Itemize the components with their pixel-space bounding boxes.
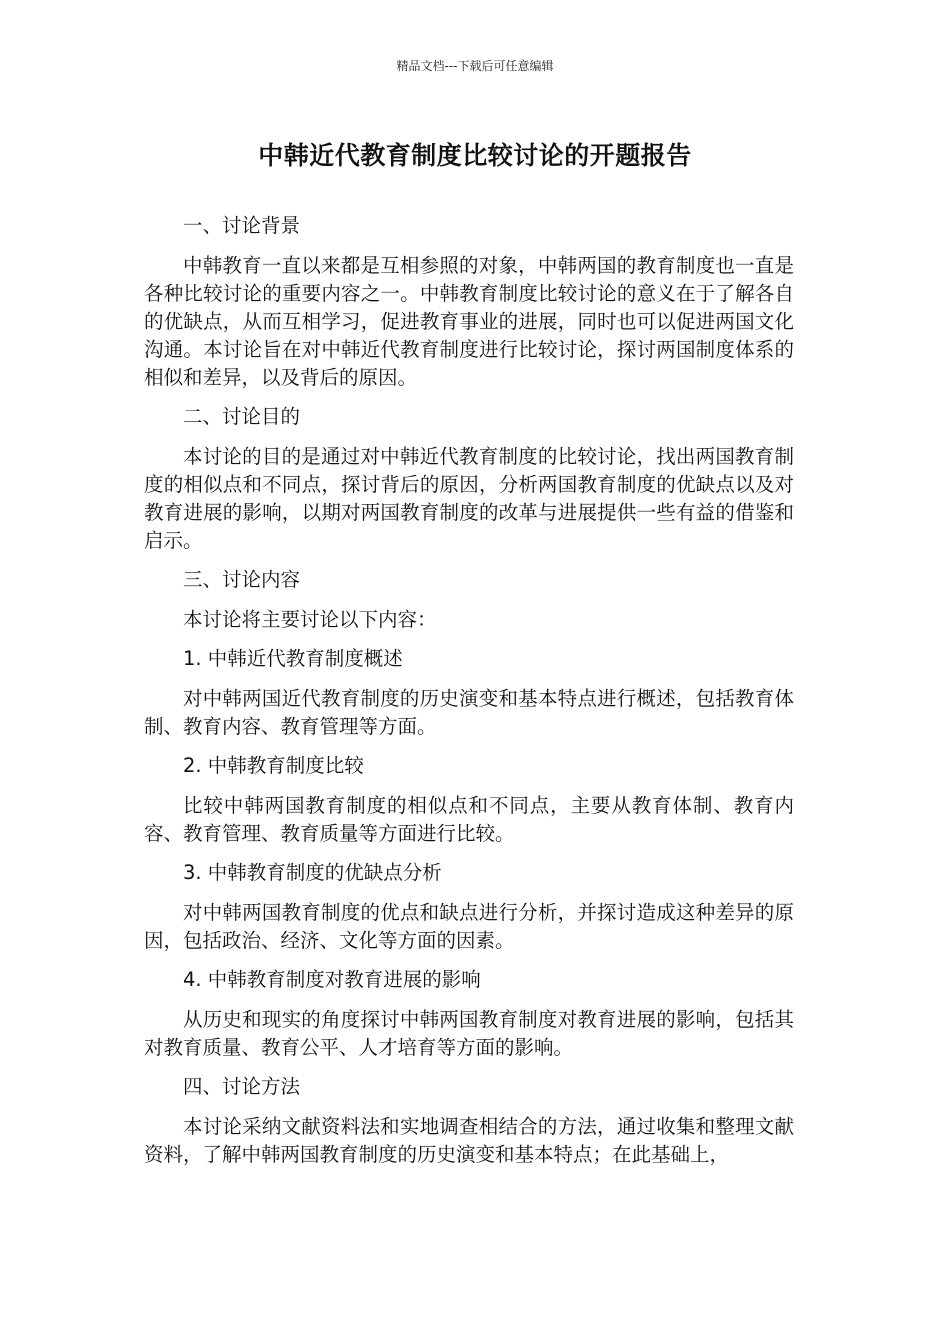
header-note: 精品文档---下载后可任意编辑 — [396, 59, 554, 73]
paragraph-content-intro: 本讨论将主要讨论以下内容： — [183, 608, 437, 631]
section-heading-method: 四、讨论方法 — [183, 1075, 301, 1098]
subheading-4: 4. 中韩教育制度对教育进展的影响 — [183, 968, 481, 991]
paragraph-background: 中韩教育一直以来都是互相参照的对象，中韩两国的教育制度也一直是各种比较讨论的重要内容之一。中韩教育制度比较讨论的意义在于了解各自的优缺点，从而互相学习，促进教育事业的进展，同时也可以促进两国文化沟通。本讨论旨在对中韩近代教育制度进行比较讨论，探讨两国制度体系的相似和差异，以及背后的原因。 — [144, 254, 794, 389]
paragraph-sub-2: 比较中韩两国教育制度的相似点和不同点，主要从教育体制、教育内容、教育管理、教育质量等方面进行比较。 — [144, 794, 794, 845]
document-title: 中韩近代教育制度比较讨论的开题报告 — [258, 141, 692, 170]
section-heading-content: 三、讨论内容 — [183, 568, 301, 591]
paragraph-purpose: 本讨论的目的是通过对中韩近代教育制度的比较讨论，找出两国教育制度的相似点和不同点，探讨背后的原因，分析两国教育制度的优缺点以及对教育进展的影响，以期对两国教育制度的改革与进展提供一些有益的借鉴和启示。 — [144, 445, 794, 552]
paragraph-sub-1: 对中韩两国近代教育制度的历史演变和基本特点进行概述，包括教育体制、教育内容、教育管理等方面。 — [144, 687, 794, 738]
subheading-3: 3. 中韩教育制度的优缺点分析 — [183, 861, 442, 884]
paragraph-sub-4: 从历史和现实的角度探讨中韩两国教育制度对教育进展的影响，包括其对教育质量、教育公平、人才培育等方面的影响。 — [144, 1008, 794, 1059]
paragraph-method: 本讨论采纳文献资料法和实地调查相结合的方法，通过收集和整理文献资料，了解中韩两国教育制度的历史演变和基本特点；在此基础上， — [144, 1115, 794, 1166]
paragraph-sub-3: 对中韩两国教育制度的优点和缺点进行分析，并探讨造成这种差异的原因，包括政治、经济、文化等方面的因素。 — [144, 901, 794, 952]
document-body — [144, 212, 794, 1180]
section-heading-background: 一、讨论背景 — [183, 214, 301, 237]
section-heading-purpose: 二、讨论目的 — [183, 405, 301, 428]
subheading-2: 2. 中韩教育制度比较 — [183, 754, 364, 777]
subheading-1: 1. 中韩近代教育制度概述 — [183, 647, 403, 670]
